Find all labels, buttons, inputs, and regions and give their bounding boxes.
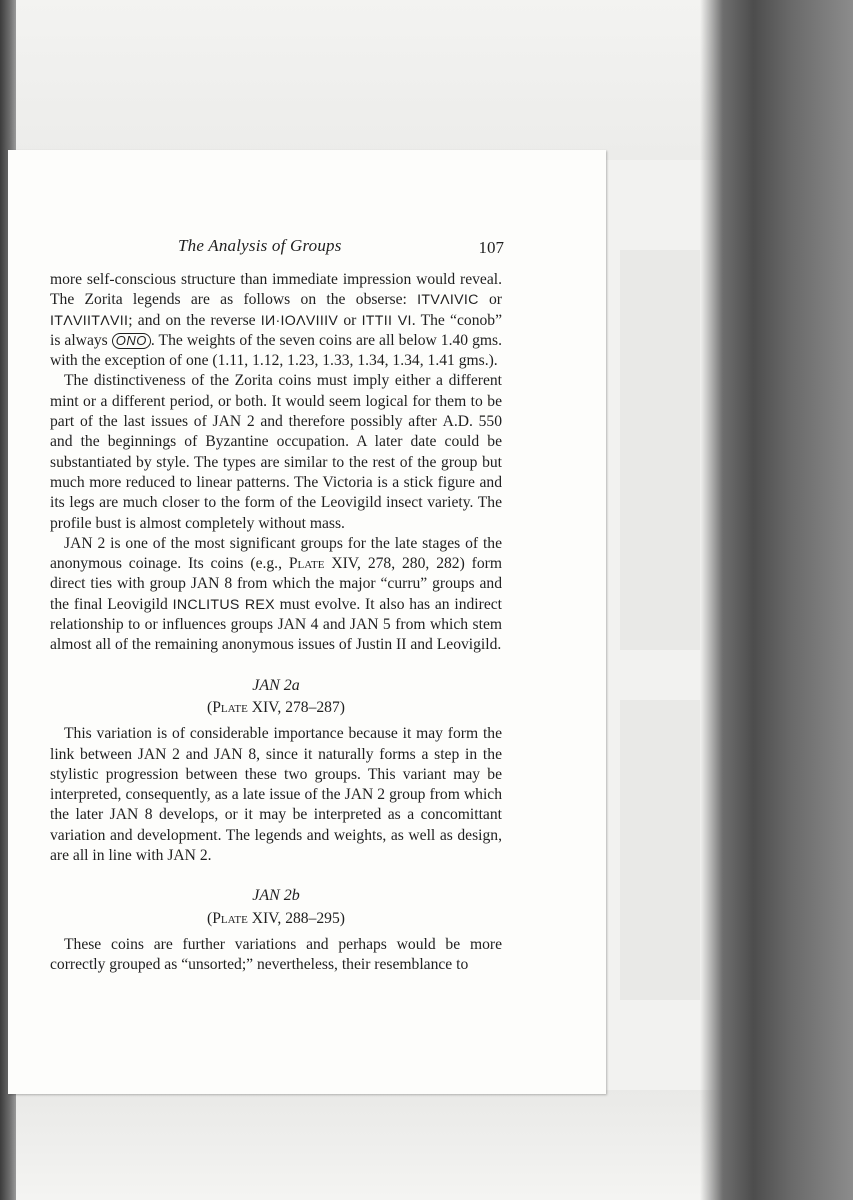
page-number: 107	[478, 238, 504, 257]
paragraph-jan2b: These coins are further variations and perhaps would be more correctly grouped as “unsorted;” nevertheless, their resemblance to	[50, 935, 502, 974]
legend-obverse-2: ITΛVIITΛVII	[50, 312, 129, 329]
section-title-jan2b: JAN 2b	[252, 887, 300, 905]
paragraph-jan2-significance	[50, 534, 502, 656]
inclitus-rex-legend: INCLITUS REX	[172, 596, 275, 613]
text-run: The distinctiveness of the Zorita coins must imply either a different mint or a different period, or both. It would seem logical for them to be part of the last issues of JAN 2 and therefore possibly after	[50, 372, 502, 431]
text-run: must evolve. It also has an indirect relationship to or influences groups JAN 4 and JAN 5 from which stem almost all of the remaining anonymous issues of Justin II and Leovigild.	[50, 595, 503, 654]
text-run: JAN 2 is one of the most significant groups for the late stages of the anonymous coinage. Its coins (e.g.,	[50, 534, 502, 573]
plate-word: Plate	[212, 909, 248, 927]
text-run: more self-conscious structure than immediate impression would reveal. The Zorita legends are as follows on the obserse:	[50, 271, 502, 309]
paragraph-zorita-legends	[50, 270, 502, 371]
text-run: or	[478, 291, 503, 309]
text-run: 550 and the beginnings of Byzantine occupation. A later date could be substantiated by style. The types are similar to the rest of the group but much more reduced to linear patterns. The Victoria is a stick figure and its legs are much closer to the form of the Leovigild insect variety. The profile bust is almost completely without mass.	[50, 413, 503, 532]
open-paren: (	[207, 909, 213, 927]
plate-numbers: XIV, 278–287)	[247, 698, 345, 716]
legend-reverse-2: ITTII VI	[361, 312, 412, 329]
section-heading-jan2b	[50, 886, 502, 929]
section-plate-ref-jan2a	[50, 698, 502, 718]
text-column	[50, 270, 502, 976]
bleed-through-text	[620, 700, 700, 1000]
plate-numbers: XIV, 288–295)	[247, 909, 345, 927]
open-paren: (	[207, 698, 213, 716]
text-run: . The weights of the seven coins are all below 1.40 gms. with the exception of one (1.11, 1.12, 1.23, 1.33, 1.34, 1.34, 1.41 gms.).	[50, 331, 502, 370]
running-title: The Analysis of Groups	[178, 236, 342, 255]
plate-word: Plate	[212, 698, 248, 716]
paragraph-zorita-distinctiveness	[50, 371, 502, 533]
scan-right-shadow	[700, 0, 853, 1200]
text-run: . The “conob” is always	[50, 311, 503, 349]
section-plate-ref-jan2b	[50, 909, 502, 929]
ad-abbrev: A.D.	[442, 413, 473, 431]
legend-reverse-1: IИ·IOΛVIIIV	[260, 312, 339, 329]
text-run: XIV, 278, 280, 282) form direct ties with group JAN 8 from which the major “curru” groups and the final Leovigild	[50, 555, 502, 613]
bleed-through-text	[620, 250, 700, 650]
section-title-jan2a: JAN 2a	[252, 676, 300, 694]
book-page	[8, 150, 606, 1094]
text-run: or	[338, 311, 362, 329]
plate-word: Plate	[288, 555, 325, 573]
paragraph-jan2a: This variation is of considerable importance because it may form the link between JAN 2 and JAN 8, since it naturally forms a step in the stylistic progression between these two groups. This variant may be interpreted, consequently, as a late issue of the JAN 2 group from which the later JAN 8 develops, or it may be interpreted as a concomittant variation and development. The legends and weights, as well as design, are all in line with JAN 2.	[50, 725, 502, 865]
running-head	[8, 236, 606, 266]
section-heading-jan2a	[50, 676, 502, 719]
text-run: ; and on the reverse	[128, 311, 261, 329]
legend-obverse-1: ITVΛIVIC	[417, 292, 479, 309]
conob-mark: ONO	[112, 333, 151, 349]
